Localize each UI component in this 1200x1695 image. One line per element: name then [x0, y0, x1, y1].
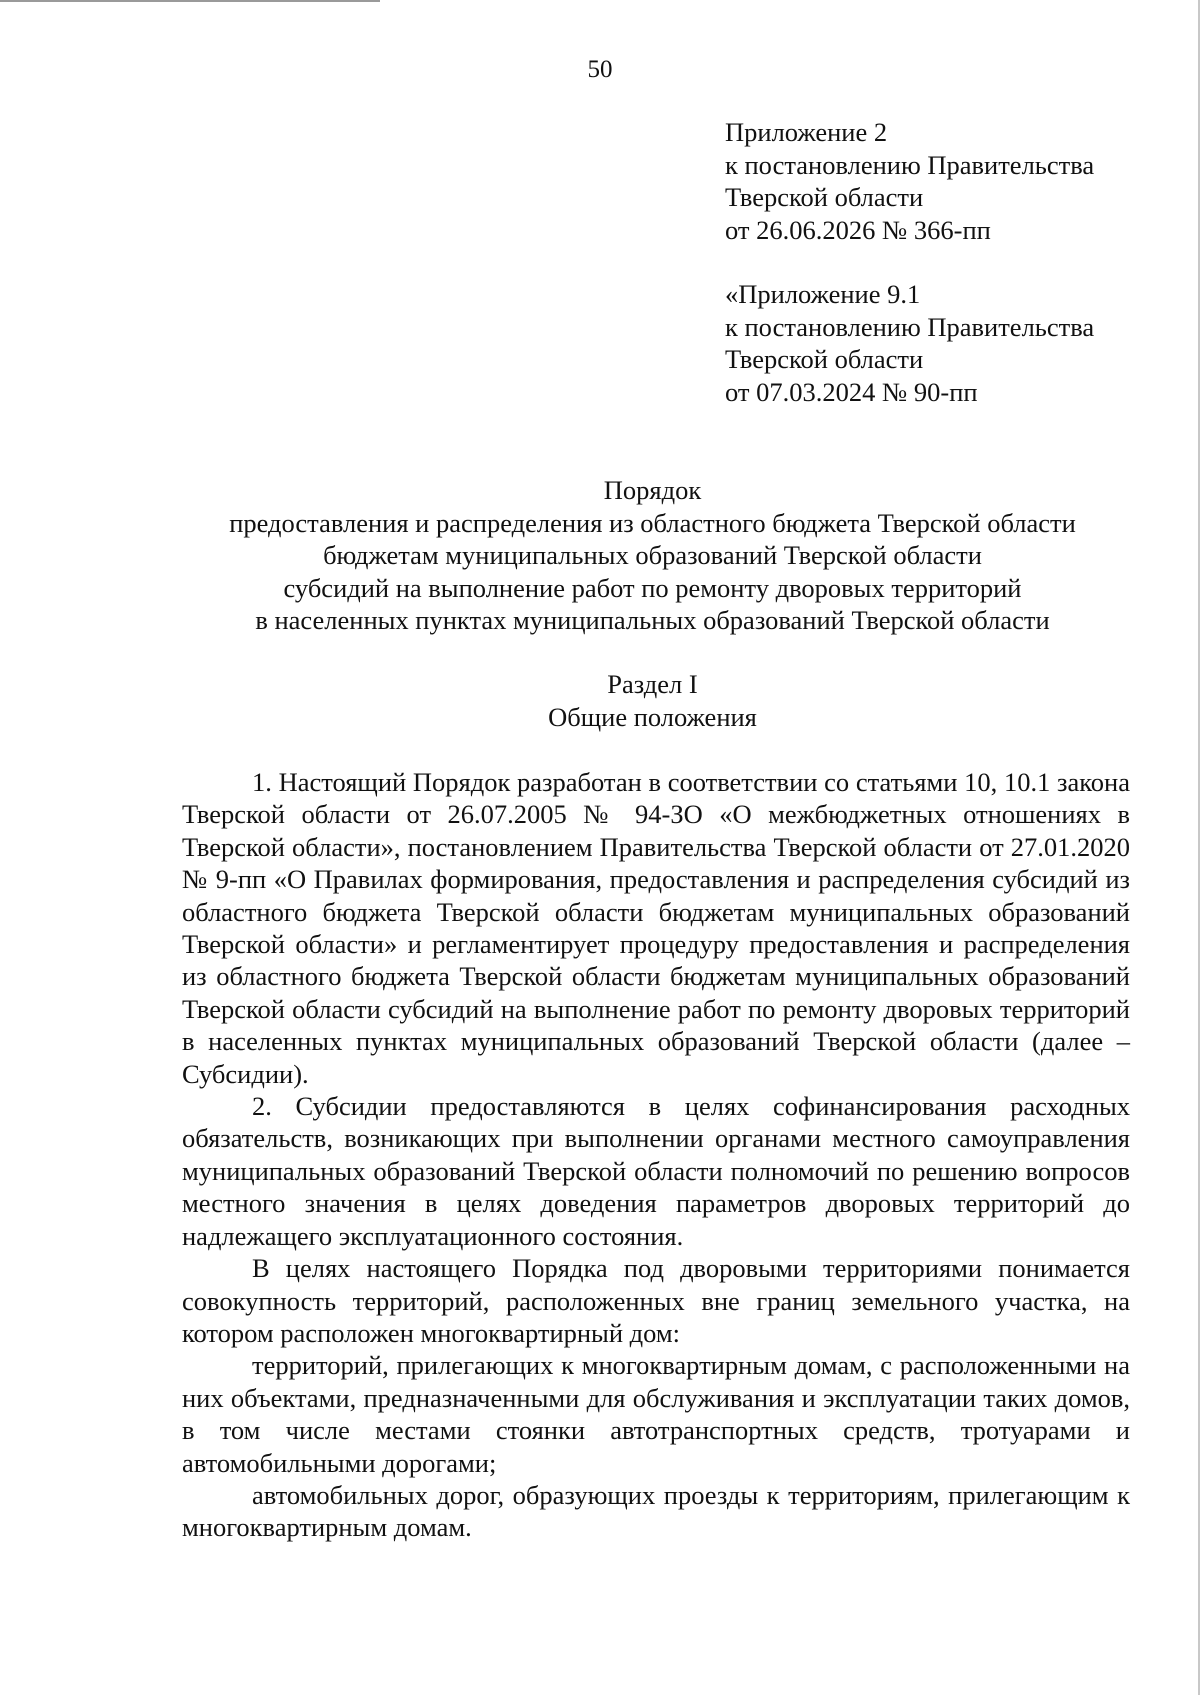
attachment-current-line-1: Приложение 2	[725, 117, 888, 147]
scan-edge-top	[0, 0, 380, 2]
attachment-previous-line-3: Тверской области	[725, 344, 924, 374]
paragraph-4: территорий, прилегающих к многоквартирным домам, с расположенными на них объектами, предназначенными для обслуживания и эксплуатации таких домов, в том числе местами стоянки автотранспортных средств, тротуарами и автомобильными дорогами;	[182, 1350, 1130, 1478]
section-name: Общие положения	[548, 701, 757, 732]
document-title	[160, 474, 1145, 637]
title-line-5: в населенных пунктах муниципальных образований Тверской области	[255, 605, 1050, 635]
paragraph-1: 1. Настоящий Порядок разработан в соответствии со статьями 10, 10.1 закона Тверской области от 26.07.2005 № 94-ЗО «О межбюджетных отношениях в Тверской области», постановлением Правительства Тверской области от 27.01.2020 № 9-пп «О Правилах формирования, предоставления и распределения субсидий из областного бюджета Тверской области бюджетам муниципальных образований Тверской области» и регламентирует процедуру предоставления и распределения из областного бюджета Тверской области бюджетам муниципальных образований Тверской области субсидий на выполнение работ по ремонту дворовых территорий в населенных пунктах муниципальных образований Тверской области (далее – Субсидии).	[182, 767, 1130, 1089]
title-line-1: Порядок	[603, 475, 702, 505]
title-line-4: субсидий на выполнение работ по ремонту дворовых территорий	[283, 572, 1022, 603]
attachment-current-header	[725, 116, 1165, 246]
attachment-previous-line-4: от 07.03.2024 № 90-пп	[725, 376, 978, 407]
attachment-current-line-4: от 26.06.2026 № 366-пп	[725, 214, 991, 245]
page-number: 50	[587, 56, 613, 83]
body-text	[182, 766, 1130, 1544]
title-line-2: предоставления и распределения из областного бюджета Тверской области	[229, 507, 1076, 538]
attachment-current-line-3: Тверской области	[725, 182, 924, 212]
section-heading	[160, 668, 1145, 733]
attachment-previous-header	[725, 278, 1165, 408]
attachment-current-line-2: к постановлению Правительства	[725, 149, 1095, 180]
attachment-previous-line-1: «Приложение 9.1	[725, 279, 921, 309]
paragraph-5: автомобильных дорог, образующих проезды к территориям, прилегающим к многоквартирным домам.	[182, 1479, 1130, 1543]
section-number: Раздел I	[607, 669, 698, 699]
paragraph-2: 2. Субсидии предоставляются в целях софинансирования расходных обязательств, возникающих при выполнении органами местного самоуправления муниципальных образований Тверской области полномочий по решению вопросов местного значения в целях доведения параметров дворовых территорий до надлежащего эксплуатационного состояния.	[182, 1091, 1130, 1251]
paragraph-3: В целях настоящего Порядка под дворовыми территориями понимается совокупность территорий, расположенных вне границ земельного участка, на котором расположен многоквартирный дом:	[182, 1253, 1130, 1348]
title-line-3: бюджетам муниципальных образований Тверской области	[323, 540, 982, 570]
attachment-previous-line-2: к постановлению Правительства	[725, 311, 1095, 342]
